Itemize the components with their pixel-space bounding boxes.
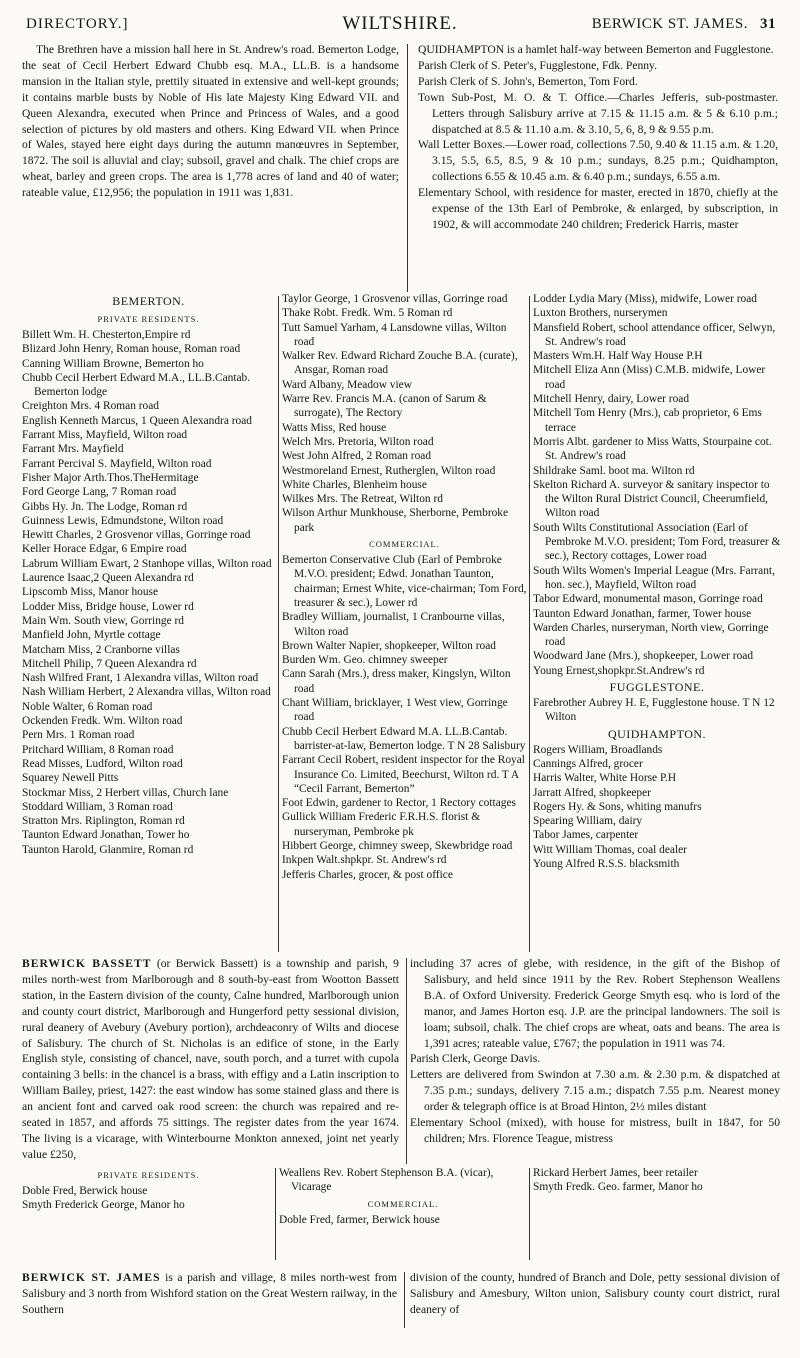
directory-entry: Taunton Edward Jonathan, Tower ho	[22, 829, 190, 842]
column-rule	[404, 1272, 405, 1328]
directory-entry: Labrum William Ewart, 2 Stanhope villas, Wilton road	[22, 557, 272, 570]
directory-entry: Ward Albany, Meadow view	[282, 378, 412, 391]
paragraph: Parish Clerk of S. Peter's, Fugglestone, Fdk. Penny.	[418, 58, 658, 72]
paragraph: Wall Letter Boxes.—Lower road, collections 7.50, 9.40 & 11.15 a.m. & 1.20, 3.15, 5.5, 6.5, 8.5, 9 & 10 p.m.; sundays, 8.25 p.m.; Quidhampton, collections 6.55 & 10.45 a.m. & 6.40 p.m.; sundays, 6.55 a.m.	[418, 138, 778, 184]
directory-entry: Wilson Arthur Munkhouse, Sherborne, Pembroke park	[282, 507, 509, 534]
running-head-county: WILTSHIRE.	[342, 13, 458, 34]
column-rule	[278, 296, 279, 952]
directory-entry: Pritchard William, 8 Roman road	[22, 743, 174, 756]
directory-entry: Walker Rev. Edward Richard Zouche B.A. (curate), Ansgar, Roman road	[282, 350, 518, 377]
directory-entry: Rickard Herbert James, beer retailer	[533, 1167, 698, 1179]
paragraph: including 37 acres of glebe, with residence, in the gift of the Bishop of Salisbury, and held since 1911 by the Rev. Robert Stephenson Weallens B.A. of Oxford University. Frederick George Smyth esq. who is lord of the manor, and James Horton esq. J.P. are the principal landowners. The soil is loam; subsoil, chalk. The chief crops are wheat, oats and beans. The area is 1,391 acres; rateable value, £767; the population in 1911 was 74.	[410, 957, 780, 1050]
bassett-directory-column-1	[22, 1166, 275, 1266]
paragraph: Elementary School, with residence for master, erected in 1870, chiefly at the expense of the 13th Earl of Pembroke, & enlarged, by subscription, in 1902, & will accommodate 240 children; Frederick Harris, master	[418, 186, 778, 231]
directory-entry: Mansfield Robert, school attendance officer, Selwyn, St. Andrew's road	[533, 321, 776, 348]
directory-entry: Young Ernest,shopkpr.St.Andrew's rd	[533, 664, 705, 677]
directory-entry: South Wilts Women's Imperial League (Mrs. Farrant, hon. sec.), Mayfield, Wilton road	[533, 564, 775, 591]
paragraph: Parish Clerk, George Davis.	[410, 1052, 541, 1066]
st-james-right-column	[410, 1270, 780, 1330]
bassett-right-column	[410, 956, 780, 1164]
directory-column-2	[282, 292, 527, 952]
column-rule	[275, 1168, 276, 1260]
directory-entry: Keller Horace Edgar, 6 Empire road	[22, 543, 187, 556]
directory-entry: Lodder Lydia Mary (Miss), midwife, Lower road	[533, 293, 757, 305]
running-head-left: DIRECTORY.]	[26, 16, 129, 32]
directory-entry: Guinness Lewis, Edmundstone, Wilton road	[22, 514, 224, 527]
section-heading: QUIDHAMPTON.	[607, 726, 707, 741]
directory-entry: Witt William Thomas, coal dealer	[533, 843, 687, 856]
directory-entry: Woodward Jane (Mrs.), shopkeeper, Lower road	[533, 650, 754, 663]
subsection-heading: COMMERCIAL.	[369, 539, 440, 550]
directory-entry: Noble Walter, 6 Roman road	[22, 700, 153, 713]
subsection-heading: PRIVATE RESIDENTS.	[97, 314, 200, 324]
directory-entry: Warden Charles, nurseryman, North view, Gorringe road	[533, 621, 769, 649]
directory-entry: Tabor Edward, monumental mason, Gorringe road	[533, 593, 763, 606]
directory-entry: Spearing William, dairy	[533, 815, 643, 828]
directory-entry: Stoddard William, 3 Roman road	[22, 800, 173, 813]
directory-entry: English Kenneth Marcus, 1 Queen Alexandra road	[22, 414, 252, 427]
directory-entry: Weallens Rev. Robert Stephenson B.A. (vicar), Vicarage	[279, 1167, 494, 1194]
directory-entry: Hewitt Charles, 2 Grosvenor villas, Gorringe road	[22, 529, 251, 542]
directory-entry: Farrant Mrs. Mayfield	[22, 443, 124, 456]
directory-entry: Matcham Miss, 2 Cranborne villas	[22, 643, 180, 656]
directory-entry: Smyth Frederick George, Manor ho	[22, 1199, 185, 1212]
directory-entry: Manfield John, Myrtle cottage	[22, 629, 161, 642]
directory-entry: Taunton Harold, Glanmire, Roman rd	[22, 843, 194, 856]
directory-entry: Taylor George, 1 Grosvenor villas, Gorringe road	[282, 293, 508, 305]
directory-entry: Warre Rev. Francis M.A. (canon of Sarum & surrogate), The Rectory	[282, 393, 487, 420]
directory-entry: West John Alfred, 2 Roman road	[282, 450, 432, 463]
directory-entry: Tabor James, carpenter	[533, 829, 639, 842]
directory-entry: Masters Wm.H. Half Way House P.H	[533, 350, 703, 363]
directory-entry: Bradley William, journalist, 1 Cranbourne villas, Wilton road	[282, 611, 505, 638]
directory-entry: Skelton Richard A. surveyor & sanitary inspector to the Wilton Rural District Council, Cheerumfield, Wilton road	[533, 478, 770, 520]
directory-entry: Nash Wilfred Frant, 1 Alexandra villas, Wilton road	[22, 672, 259, 685]
directory-entry: Smyth Fredk. Geo. farmer, Manor ho	[533, 1181, 703, 1194]
directory-entry: Bemerton Conservative Club (Earl of Pembroke M.V.O. president; Edwd. Jonathan Taunton, chairman; Ernest White, vice-chairman; Tom Ford, treasurer & sec.), Lower rd	[282, 554, 527, 609]
directory-entry: Nash William Herbert, 2 Alexandra villas, Wilton road	[22, 686, 271, 699]
directory-entry: Stockmar Miss, 2 Herbert villas, Church lane	[22, 786, 229, 799]
column-rule	[529, 1168, 530, 1260]
st-james-continued-text: division of the county, hundred of Branch and Dole, petty sessional division of Salisbury and Amesbury, Wilton union, Salisbury county court district, rural deanery of	[410, 1271, 780, 1316]
paragraph: Letters are delivered from Swindon at 7.30 a.m. & 2.30 p.m. & dispatched at 7.35 p.m.; sundays, delivery 7.15 a.m.; dispatch 7.55 p.m. Nearest money order & telegraph office is at Broad Hinton, 2½ miles distant	[410, 1068, 780, 1114]
directory-entry: Taunton Edward Jonathan, farmer, Tower house	[533, 607, 752, 620]
directory-entry: Gullick William Frederic F.R.H.S. florist & nurseryman, Pembroke pk	[282, 811, 481, 838]
directory-entry: Farrant Percival S. Mayfield, Wilton road	[22, 457, 212, 470]
directory-entry: Rogers Hy. & Sons, whiting manufrs	[533, 800, 702, 813]
directory-entry: Mitchell Henry, dairy, Lower road	[533, 393, 690, 406]
paragraph: Town Sub-Post, M. O. & T. Office.—Charles Jefferis, sub-postmaster. Letters through Salisbury arrive at 7.15 & 11.15 a.m. & 5 & 6.10 p.m.; dispatched at 8.5 & 11.10 a.m. & 3.10, 5, 6, 8, 9 & 9.55 p.m.	[418, 90, 778, 136]
column-rule	[529, 296, 530, 952]
paragraph: The Brethren have a mission hall here in St. Andrew's road. Bemerton Lodge, the seat of Cecil Herbert Edward Chubb esq. M.A., LL.B. is a handsome mansion in the Italian style, prettily situated in extensive and well-kept grounds; it contains marble busts by Noble of His late Majesty King Edward VII. and Queen Alexandra, executed when Prince and Princess of Wales, and a good selection of pictures by old masters and others. King Edward VII. when Prince of Wales, stayed here eight days during the autumn manœuvres in September, 1872. The soil is alluvial and clay; subsoil, gravel and chalk. The chief crops are wheat, barley and green crops. The area is 1,778 acres of land and 40 of water; rateable value, £12,956; the population in 1911 was 1,831.	[22, 43, 399, 200]
subsection-heading: COMMERCIAL.	[367, 1198, 439, 1209]
directory-entry: Mitchell Philip, 7 Queen Alexandra rd	[22, 657, 197, 670]
directory-entry: Westmoreland Ernest, Rutherglen, Wilton road	[282, 464, 496, 477]
bassett-directory-column-3	[533, 1166, 781, 1266]
directory-entry: Chubb Cecil Herbert Edward M.A. LL.B.Cantab. barrister-at-law, Bemerton lodge. T N 28 Salisbury	[282, 725, 526, 752]
directory-entry: Watts Miss, Red house	[282, 421, 387, 434]
directory-entry: Pern Mrs. 1 Roman road	[22, 729, 135, 742]
directory-entry: Tutt Samuel Yarham, 4 Lansdowne villas, Wilton road	[282, 321, 507, 348]
section-heading: BEMERTON.	[112, 294, 185, 308]
directory-entry: Wilkes Mrs. The Retreat, Wilton rd	[282, 493, 443, 506]
directory-entry: Harris Walter, White Horse P.H	[533, 772, 677, 785]
directory-entry: Chubb Cecil Herbert Edward M.A., LL.B.Cantab. Bemerton lodge	[22, 371, 251, 399]
directory-entry: Lipscomb Miss, Manor house	[22, 586, 159, 599]
directory-entry: Creighton Mrs. 4 Roman road	[22, 400, 159, 413]
st-james-text: is a parish and village, 8 miles north-west from Salisbury and 3 north from Wishford station on the Great Western railway, in the Southern	[22, 1271, 397, 1316]
st-james-description	[22, 1270, 397, 1330]
directory-entry: Ford George Lang, 7 Roman road	[22, 486, 177, 499]
directory-entry: Mitchell Tom Henry (Mrs.), cab proprietor, 6 Ems terrace	[533, 407, 762, 434]
directory-column-1	[22, 292, 275, 952]
directory-entry: Farebrother Aubrey H. E, Fugglestone house. T N 12 Wilton	[533, 697, 775, 724]
paragraph: Parish Clerk of S. John's, Bemerton, Tom Ford.	[418, 74, 638, 88]
column-rule	[406, 958, 407, 1164]
directory-entry: Laurence Isaac,2 Queen Alexandra rd	[22, 572, 194, 585]
directory-entry: Morris Albt. gardener to Miss Watts, Stourpaine cot. St. Andrew's road	[533, 435, 772, 463]
bassett-directory-column-2	[279, 1166, 527, 1266]
bassett-text: (or Berwick Bassett) is a township and parish, 9 miles north-west from Marlborough and 8 south-by-east from Wootton Bassett station, in the Eastern division of the county, Calne hundred, Marlborough union and county court district, Marlborough and Hungerford petty sessional division, rural deanery of Avebury (Avebury portion), archdeaconry of Wilts and diocese of Salisbury. The church of St. Nicholas is an edifice of stone, in the Early English style, consisting of chancel, nave, south porch, and a turret with cupola containing 3 bells: in the chancel is a brass, with effigy and a Latin inscription to William Bailey, priest, 1427: the east window has some stained glass and there is an ancient font and carved oak rood screen: the church was repaired and re-seated in 1857, and affords 75 sittings. The register dates from the year 1674. The living is a vicarage, with Winterbourne Monkton annexed, joint net yearly value £250,	[22, 957, 399, 1161]
directory-entry: Brown Walter Napier, shopkeeper, Wilton road	[282, 639, 496, 652]
paragraph: Elementary School (mixed), with house for mistress, built in 1847, for 50 children; Mrs. Florence Teague, mistress	[410, 1116, 780, 1145]
directory-entry: Welch Mrs. Pretoria, Wilton road	[282, 435, 434, 448]
bassett-title: BERWICK BASSETT	[22, 957, 152, 970]
column-rule	[407, 44, 408, 292]
running-head-place: BERWICK ST. JAMES.	[591, 16, 748, 32]
directory-entry: Main Wm. South view, Gorringe rd	[22, 614, 184, 627]
directory-entry: White Charles, Blenheim house	[282, 478, 427, 491]
directory-entry: Chant William, bricklayer, 1 West view, Gorringe road	[282, 697, 508, 724]
directory-entry: Shildrake Saml. boot ma. Wilton rd	[533, 464, 695, 477]
directory-entry: Cann Sarah (Mrs.), dress maker, Kingslyn, Wilton road	[282, 668, 511, 695]
directory-entry: Gibbs Hy. Jn. The Lodge, Roman rd	[22, 500, 188, 513]
directory-entry: Jefferis Charles, grocer, & post office	[282, 868, 453, 881]
directory-entry: Foot Edwin, gardener to Rector, 1 Rectory cottages	[282, 797, 516, 810]
directory-entry: Stratton Mrs. Riplington, Roman rd	[22, 815, 185, 828]
directory-entry: Fisher Major Arth.Thos.TheHermitage	[22, 471, 199, 484]
directory-entry: Lodder Miss, Bridge house, Lower rd	[22, 600, 194, 613]
paragraph: QUIDHAMPTON is a hamlet half-way between Bemerton and Fugglestone.	[418, 43, 774, 56]
directory-entry: Read Misses, Ludford, Wilton road	[22, 757, 183, 770]
directory-entry: South Wilts Constitutional Association (Earl of Pembroke M.V.O. president; Tom Ford, treasurer & sec.), Rectory cottages, Lower road	[533, 521, 781, 563]
subsection-heading: PRIVATE RESIDENTS.	[97, 1170, 200, 1180]
section-heading: FUGGLESTONE.	[609, 680, 705, 695]
directory-entry: Blizard John Henry, Roman house, Roman road	[22, 343, 241, 356]
st-james-title: BERWICK ST. JAMES	[22, 1271, 161, 1284]
intro-right-column	[418, 42, 778, 292]
directory-entry: Billett Wm. H. Chesterton,Empire rd	[22, 329, 191, 341]
directory-entry: Farrant Miss, Mayfield, Wilton road	[22, 429, 188, 442]
intro-left-column	[22, 42, 399, 292]
directory-entry: Ockenden Fredk. Wm. Wilton road	[22, 715, 183, 728]
directory-entry: Inkpen Walt.shpkpr. St. Andrew's rd	[282, 854, 447, 867]
directory-entry: Thake Robt. Fredk. Wm. 5 Roman rd	[282, 307, 453, 320]
directory-entry: Squarey Newell Pitts	[22, 772, 119, 785]
running-head-right	[592, 16, 776, 33]
directory-entry: Jarratt Alfred, shopkeeper	[533, 786, 651, 799]
bassett-description	[22, 956, 399, 1164]
directory-entry: Rogers William, Broadlands	[533, 743, 663, 756]
directory-entry: Burden Wm. Geo. chimney sweeper	[282, 654, 448, 667]
directory-entry: Farrant Cecil Robert, resident inspector for the Royal Insurance Co. Limited, Beechurst, Wilton rd. T A “Cecil Farrant, Bemerton”	[282, 754, 525, 795]
directory-entry: Hibbert George, chimney sweep, Skewbridge road	[282, 839, 513, 852]
page-number: 31	[760, 16, 776, 32]
directory-entry: Doble Fred, farmer, Berwick house	[279, 1213, 440, 1226]
directory-entry: Mitchell Eliza Ann (Miss) C.M.B. midwife, Lower road	[533, 364, 766, 391]
directory-entry: Luxton Brothers, nurserymen	[533, 307, 668, 320]
directory-entry: Canning William Browne, Bemerton ho	[22, 357, 204, 370]
directory-column-3	[533, 292, 781, 952]
directory-entry: Cannings Alfred, grocer	[533, 757, 643, 770]
directory-entry: Young Alfred R.S.S. blacksmith	[533, 857, 680, 870]
directory-entry: Doble Fred, Berwick house	[22, 1185, 148, 1197]
